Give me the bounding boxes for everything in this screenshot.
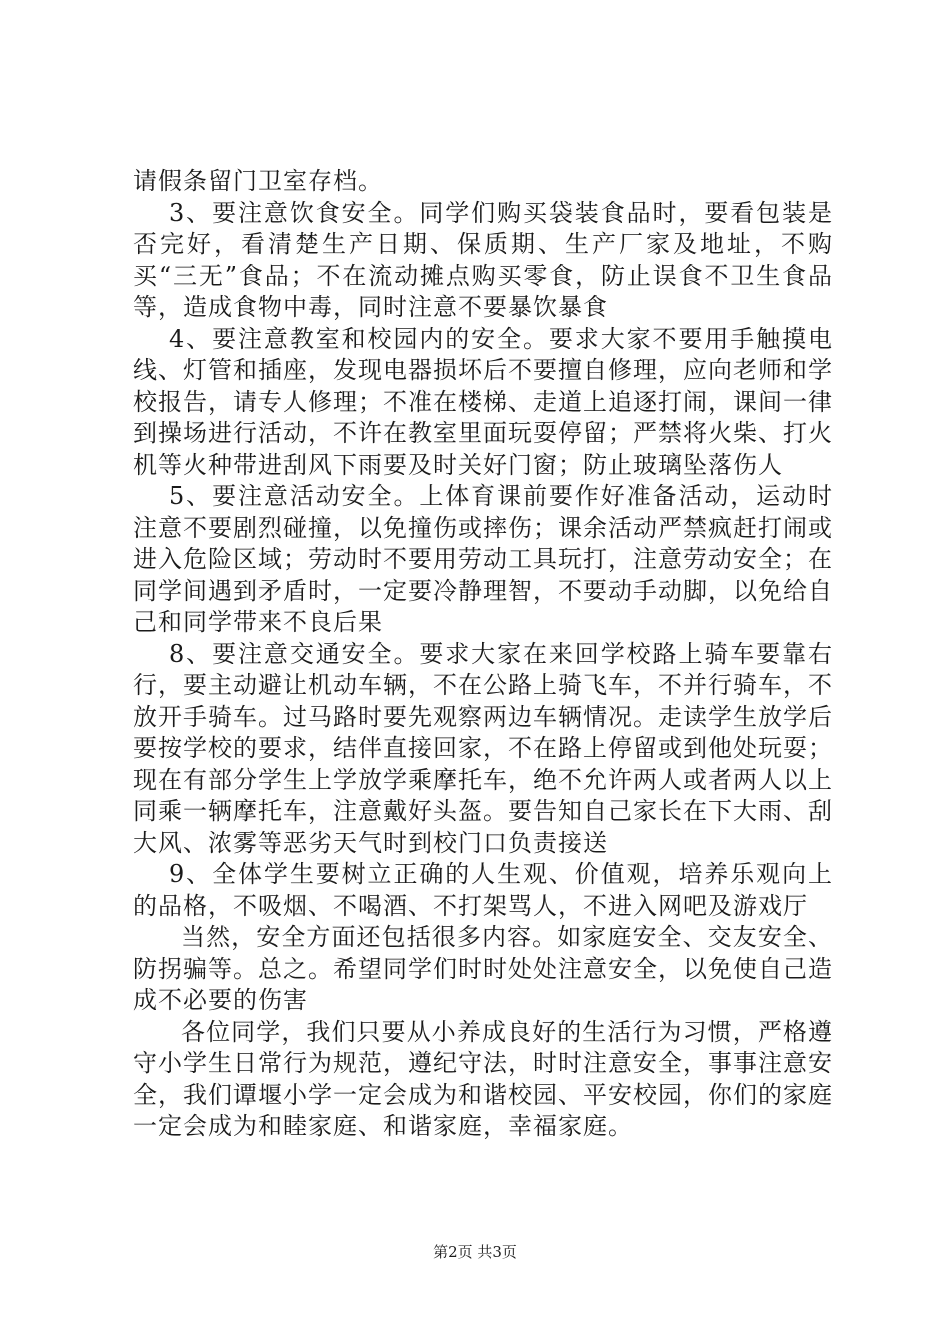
paragraph-traffic-safety: 8、要注意交通安全。要求大家在来回学校路上骑车要靠右行，要主动避让机动车辆，不在公路上骑飞车，不并行骑车，不放开手骑车。过马路时要先观察两边车辆情况。走读学生放学后要按学校的要求，结伴直接回家，不在路上停留或到他处玩耍；现在有部分学生上学放学乘摩托车，绝不允许两人或者两人以上同乘一辆摩托车，注意戴好头盔。要告知自己家长在下大雨、刮大风、浓雾等恶劣天气时到校门口负责接送 [133, 639, 833, 857]
paragraph-summary: 当然，安全方面还包括很多内容。如家庭安全、交友安全、防拐骗等。总之。希望同学们时时处处注意安全，以免使自己造成不必要的伤害 [133, 923, 833, 1014]
paragraph-classroom-safety: 4、要注意教室和校园内的安全。要求大家不要用手触摸电线、灯管和插座，发现电器损坏后不要擅自修理，应向老师和学校报告，请专人修理；不准在楼梯、走道上追逐打闹，课间一律到操场进行活动，不许在教室里面玩耍停留；严禁将火柴、打火机等火种带进刮风下雨要及时关好门窗；防止玻璃坠落伤人 [133, 324, 833, 479]
paragraph-activity-safety: 5、要注意活动安全。上体育课前要作好准备活动，运动时注意不要剧烈碰撞，以免撞伤或摔伤；课余活动严禁疯赶打闹或进入危险区域；劳动时不要用劳动工具玩打，注意劳动安全；在同学间遇到矛盾时，一定要冷静理智，不要动手动脚，以免给自己和同学带来不良后果 [133, 482, 833, 636]
document-body [133, 166, 833, 1143]
paragraph-closing: 各位同学，我们只要从小养成良好的生活行为习惯，严格遵守小学生日常行为规范，遵纪守法，时时注意安全，事事注意安全，我们谭堰小学一定会成为和谐校园、平安校园，你们的家庭一定会成为和睦家庭、和谐家庭，幸福家庭。 [133, 1017, 833, 1140]
paragraph-values: 9、全体学生要树立正确的人生观、价值观，培养乐观向上的品格，不吸烟、不喝酒、不打架骂人，不进入网吧及游戏厅 [133, 860, 833, 920]
page-number-footer: 第2页 共3页 [433, 1243, 517, 1261]
paragraph-continuation: 请假条留门卫室存档。 [133, 167, 383, 195]
paragraph-food-safety: 3、要注意饮食安全。同学们购买袋装食品时，要看包装是否完好，看清楚生产日期、保质期、生产厂家及地址，不购买“三无”食品；不在流动摊点购买零食，防止误食不卫生食品等，造成食物中毒，同时注意不要暴饮暴食 [133, 198, 833, 321]
